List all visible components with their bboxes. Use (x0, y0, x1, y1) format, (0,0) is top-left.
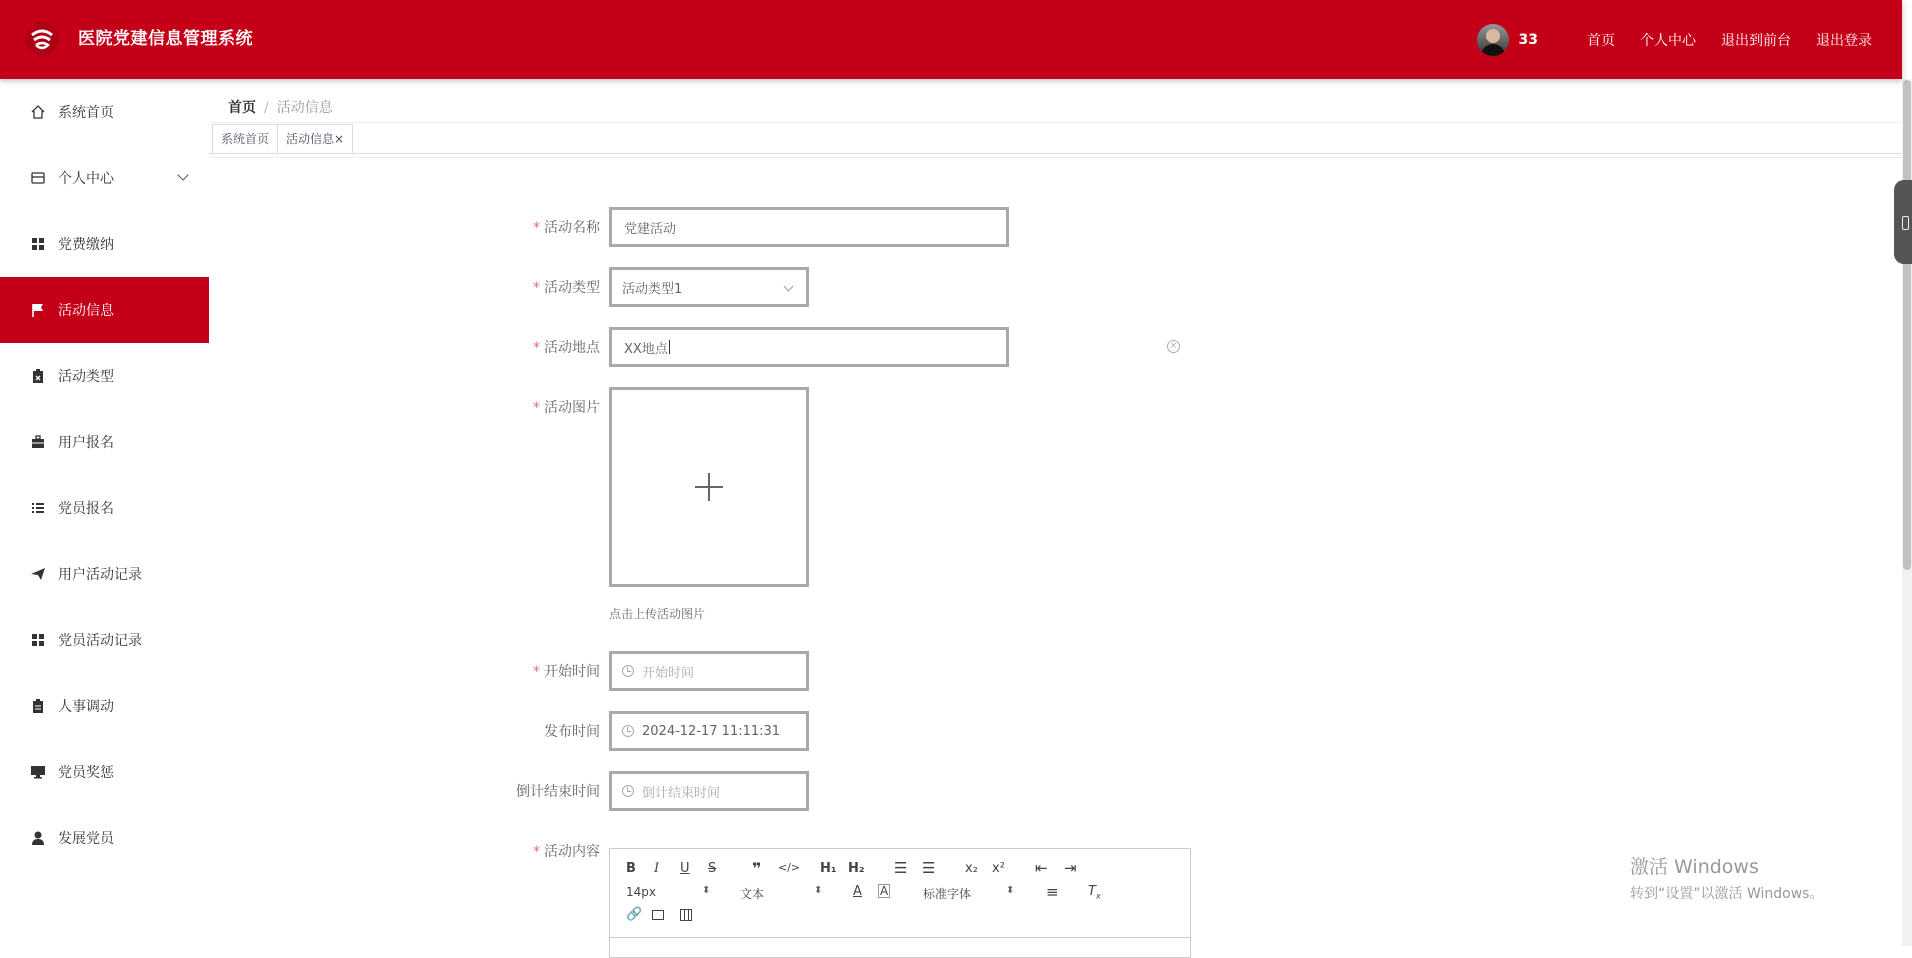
clock-icon (622, 665, 634, 677)
windows-activation-watermark: 激活 Windows 转到“设置”以激活 Windows。 (1630, 856, 1824, 902)
label-countdown-end: 倒计结束时间 (516, 784, 600, 800)
font-size-select[interactable]: 14px (626, 885, 656, 899)
sidebar (0, 79, 209, 946)
clear-format-icon[interactable]: $T_x$ (1088, 884, 1101, 901)
chevron-down-icon (784, 282, 794, 292)
sidebar-item-label: 党费缴纳 (58, 237, 114, 253)
app-title: 医院党建信息管理系统 (78, 29, 253, 49)
h1-icon[interactable]: H₁ (820, 861, 837, 876)
sidebar-item-label: 活动信息 (58, 303, 114, 319)
label-activity-type: * 活动类型 (533, 280, 600, 296)
start-time-picker[interactable]: 开始时间 (609, 651, 809, 691)
sidebar-item-personnel-transfer[interactable] (0, 673, 209, 739)
label-publish-time: 发布时间 (544, 724, 600, 740)
label-activity-location: * 活动地点 (533, 340, 600, 356)
header-link-profile[interactable]: 个人中心 (1640, 32, 1696, 49)
sidebar-item-user-signup[interactable] (0, 409, 209, 475)
breadcrumb-root[interactable]: 首页 (228, 100, 256, 116)
sidebar-item-activity-info[interactable] (0, 277, 209, 343)
blockquote-icon[interactable]: ❞ (752, 859, 762, 878)
sidebar-item-user-activity-record[interactable] (0, 541, 209, 607)
superscript-icon[interactable]: x² (992, 861, 1005, 876)
scrollbar-thumb[interactable] (1903, 80, 1911, 570)
send-icon (30, 566, 46, 582)
sidebar-item-develop-member[interactable] (0, 805, 209, 871)
sidebar-item-label: 发展党员 (58, 831, 114, 847)
outdent-icon[interactable]: ⇤ (1035, 859, 1048, 877)
clipboard-icon (30, 368, 46, 384)
close-icon[interactable]: × (334, 132, 345, 146)
clear-icon[interactable]: × (1167, 340, 1180, 353)
sidebar-item-label: 用户活动记录 (58, 567, 142, 583)
image-icon[interactable] (652, 910, 664, 920)
chevron-down-icon (177, 169, 188, 180)
sidebar-item-profile[interactable] (0, 145, 209, 211)
bold-icon[interactable]: B (626, 861, 636, 876)
sidebar-item-label: 党员报名 (58, 501, 114, 517)
sidebar-item-label: 系统首页 (58, 105, 114, 121)
align-icon[interactable]: ≡ (1046, 883, 1059, 901)
activity-type-select[interactable]: 活动类型1 (609, 267, 809, 307)
avatar[interactable] (1477, 24, 1509, 56)
underline-icon[interactable]: U (680, 861, 690, 876)
font-family-select[interactable]: 标准字体 (923, 887, 972, 901)
h2-icon[interactable]: H₂ (848, 861, 865, 876)
grid-icon (30, 632, 46, 648)
sidebar-item-label: 人事调动 (58, 699, 114, 715)
background-color-icon[interactable]: A (880, 884, 889, 898)
label-activity-image: * 活动图片 (533, 400, 600, 416)
strike-icon[interactable]: S (708, 861, 717, 876)
rich-text-editor[interactable] (609, 848, 1191, 958)
tab-bar (212, 124, 353, 154)
sidebar-item-activity-type[interactable] (0, 343, 209, 409)
activity-location-input[interactable]: XX地点 (609, 327, 1009, 367)
breadcrumb-current: 活动信息 (276, 100, 333, 116)
top-header (0, 0, 1902, 79)
sidebar-item-member-rewards[interactable] (0, 739, 209, 805)
list-icon (30, 500, 46, 516)
sidebar-item-home[interactable] (0, 79, 209, 145)
ordered-list-icon[interactable]: ☰ (894, 859, 908, 877)
logo-icon (20, 17, 64, 61)
subscript-icon[interactable]: x₂ (965, 861, 978, 876)
username: 33 (1518, 31, 1538, 48)
home-icon (30, 104, 46, 120)
header-link-home[interactable]: 首页 (1587, 32, 1615, 49)
code-icon[interactable]: </> (778, 861, 801, 874)
clock-icon (622, 725, 634, 737)
activity-name-input[interactable]: 党建活动 (609, 207, 1009, 247)
sidebar-item-member-signup[interactable] (0, 475, 209, 541)
clock-icon (622, 785, 634, 797)
countdown-end-picker[interactable]: 倒计结束时间 (609, 771, 809, 811)
tab-home[interactable]: 系统首页 (212, 124, 277, 154)
header-select[interactable]: 文本 (740, 887, 765, 901)
sidebar-item-label: 个人中心 (58, 171, 114, 187)
flag-icon (30, 302, 46, 318)
font-color-icon[interactable]: A (853, 884, 862, 899)
publish-time-picker[interactable]: 2024-12-17 11:11:31 (609, 711, 809, 751)
label-start-time: * 开始时间 (533, 664, 600, 680)
user-icon (30, 830, 46, 846)
label-activity-name: * 活动名称 (533, 220, 600, 236)
plus-icon (695, 473, 723, 501)
bullet-list-icon[interactable]: ☰ (922, 859, 936, 877)
select-arrows-icon: ⬍ (702, 885, 711, 896)
upload-hint: 点击上传活动图片 (609, 607, 706, 621)
image-upload-box[interactable] (609, 387, 809, 587)
sidebar-item-member-activity-record[interactable] (0, 607, 209, 673)
select-arrows-icon: ⬍ (1006, 885, 1015, 896)
sidebar-item-label: 活动类型 (58, 369, 114, 385)
wallet-icon (30, 170, 46, 186)
clipboard-icon (30, 698, 46, 714)
side-drag-handle[interactable] (1894, 180, 1912, 264)
header-link-logout[interactable]: 退出登录 (1816, 32, 1872, 49)
italic-icon[interactable]: I (654, 861, 660, 876)
header-link-frontend[interactable]: 退出到前台 (1721, 32, 1791, 49)
tab-activity-info[interactable]: 活动信息× (277, 124, 353, 154)
sidebar-item-label: 党员活动记录 (58, 633, 142, 649)
monitor-icon (30, 764, 46, 780)
briefcase-icon (30, 434, 46, 450)
indent-icon[interactable]: ⇥ (1064, 859, 1077, 877)
label-activity-content: * 活动内容 (533, 844, 600, 860)
sidebar-item-label: 党员奖惩 (58, 765, 114, 781)
video-icon[interactable] (680, 909, 692, 921)
select-arrows-icon: ⬍ (814, 885, 823, 896)
sidebar-item-label: 用户报名 (58, 435, 114, 451)
breadcrumb: 首页 / 活动信息 (228, 100, 333, 116)
grid-icon (30, 236, 46, 252)
link-icon[interactable]: 🔗 (626, 907, 643, 922)
sidebar-item-party-fee[interactable] (0, 211, 209, 277)
